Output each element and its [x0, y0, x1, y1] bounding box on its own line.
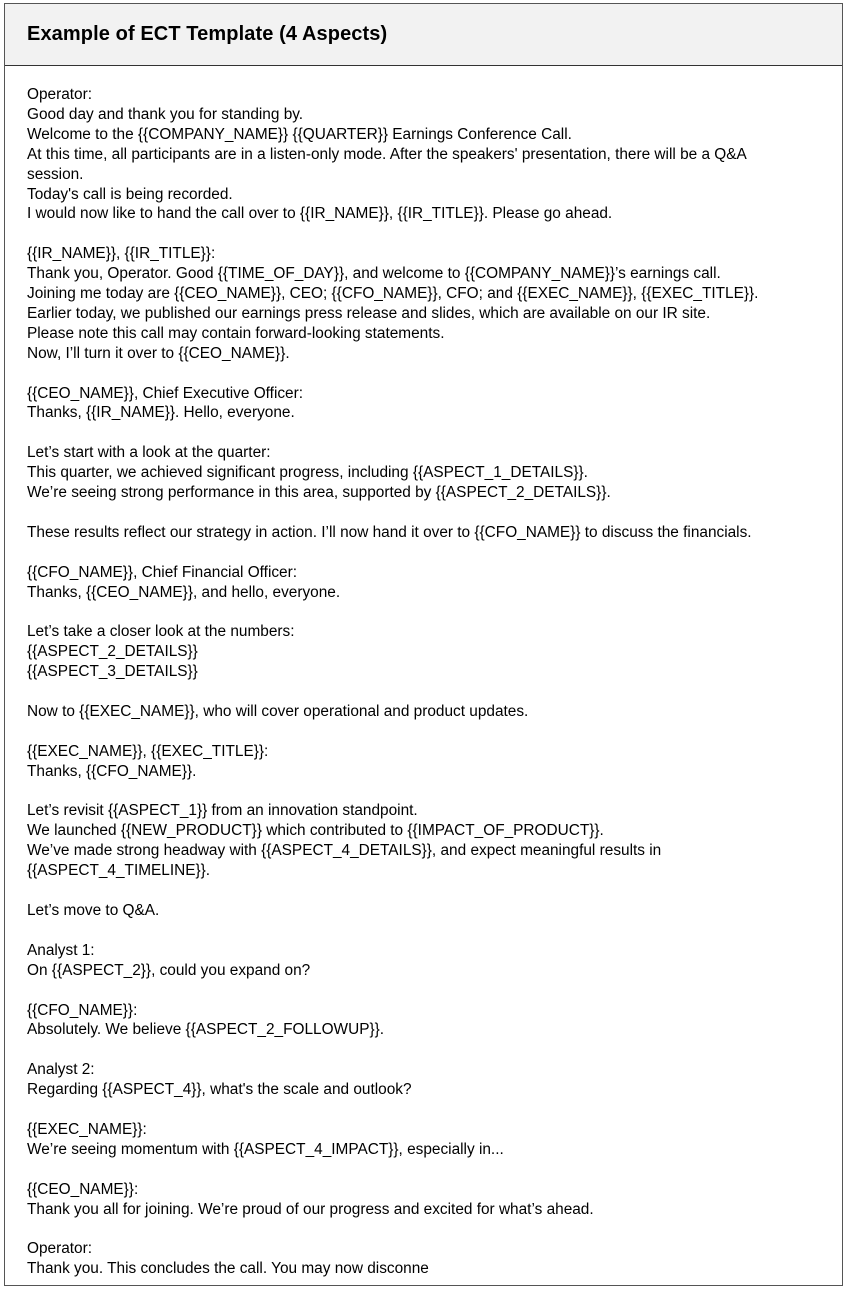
- transcript-line: Thanks, {{IR_NAME}}. Hello, everyone.: [27, 404, 295, 422]
- transcript-line: Now to {{EXEC_NAME}}, who will cover operational and product updates.: [27, 702, 529, 720]
- transcript-line: This quarter, we achieved significant progress, including {{ASPECT_1_DETAILS}}.: [27, 464, 588, 482]
- transcript-line: {{CFO_NAME}}, Chief Financial Officer:: [27, 563, 298, 581]
- paragraph-gap: [27, 602, 820, 622]
- paragraph-gap: [27, 503, 820, 523]
- transcript-line: {{EXEC_NAME}}:: [27, 1120, 147, 1138]
- transcript-line: Good day and thank you for standing by.: [27, 105, 304, 123]
- transcript-body: [5, 66, 842, 1279]
- transcript-line: Thanks, {{CFO_NAME}}.: [27, 762, 197, 780]
- transcript-line: Joining me today are {{CEO_NAME}}, CEO; {{CFO_NAME}}, CFO; and {{EXEC_NAME}}, {{EXEC_TITLE}}.: [27, 285, 759, 303]
- transcript-line: Thank you all for joining. We’re proud of our progress and excited for what’s ahead.: [27, 1200, 594, 1218]
- paragraph-gap: [27, 682, 820, 702]
- transcript-line: Operator:: [27, 1240, 93, 1258]
- transcript-line: {{ASPECT_3_DETAILS}}: [27, 663, 198, 681]
- transcript-line: We launched {{NEW_PRODUCT}} which contributed to {{IMPACT_OF_PRODUCT}}.: [27, 822, 604, 840]
- transcript-line: {{ASPECT_4_TIMELINE}}.: [27, 862, 211, 880]
- transcript-line: Earlier today, we published our earnings press release and slides, which are available on our IR site.: [27, 304, 711, 322]
- transcript-line: Thank you, Operator. Good {{TIME_OF_DAY}}, and welcome to {{COMPANY_NAME}}’s earnings call.: [27, 265, 721, 283]
- paragraph-gap: [27, 364, 820, 384]
- transcript-line: {{EXEC_NAME}}, {{EXEC_TITLE}}:: [27, 742, 269, 760]
- transcript-line: Absolutely. We believe {{ASPECT_2_FOLLOWUP}}.: [27, 1021, 385, 1039]
- transcript-line: Welcome to the {{COMPANY_NAME}} {{QUARTER}} Earnings Conference Call.: [27, 125, 572, 143]
- transcript-line: These results reflect our strategy in action. I’ll now hand it over to {{CFO_NAME}} to discuss the financials.: [27, 523, 752, 541]
- transcript-line: Let’s move to Q&A.: [27, 902, 160, 919]
- transcript-line: Now, I’ll turn it over to {{CEO_NAME}}.: [27, 344, 290, 362]
- paragraph-gap: [27, 782, 820, 802]
- template-card: [4, 3, 843, 1286]
- transcript-line: I would now like to hand the call over to {{IR_NAME}}, {{IR_TITLE}}. Please go ahead.: [27, 205, 613, 223]
- transcript-line: Please note this call may contain forward-looking statements.: [27, 324, 445, 342]
- transcript-line: Thank you. This concludes the call. You may now disconne: [27, 1260, 429, 1278]
- transcript-line: We’re seeing momentum with {{ASPECT_4_IMPACT}}, especially in...: [27, 1140, 504, 1158]
- transcript-line: We’ve made strong headway with {{ASPECT_4_DETAILS}}, and expect meaningful results in: [27, 842, 662, 860]
- transcript-line: We’re seeing strong performance in this area, supported by {{ASPECT_2_DETAILS}}.: [27, 484, 611, 502]
- transcript-line: At this time, all participants are in a listen-only mode. After the speakers' presentation, there will be a Q&A: [27, 145, 747, 163]
- transcript-line: Thanks, {{CEO_NAME}}, and hello, everyone.: [27, 583, 341, 601]
- transcript-line: Let’s take a closer look at the numbers:: [27, 623, 295, 641]
- paragraph-gap: [27, 1219, 820, 1239]
- transcript-line: {{CFO_NAME}}:: [27, 1001, 138, 1019]
- transcript-line: Today's call is being recorded.: [27, 185, 233, 203]
- paragraph-gap: [27, 722, 820, 742]
- transcript-line: Let’s revisit {{ASPECT_1}} from an innovation standpoint.: [27, 802, 418, 820]
- paragraph-gap: [27, 981, 820, 1001]
- paragraph-gap: [27, 1100, 820, 1120]
- paragraph-gap: [27, 921, 820, 941]
- paragraph-gap: [27, 224, 820, 244]
- transcript-line: Let’s start with a look at the quarter:: [27, 444, 271, 462]
- paragraph-gap: [27, 1040, 820, 1060]
- paragraph-gap: [27, 423, 820, 443]
- paragraph-gap: [27, 881, 820, 901]
- transcript-line: Regarding {{ASPECT_4}}, what's the scale and outlook?: [27, 1081, 412, 1099]
- transcript-line: On {{ASPECT_2}}, could you expand on?: [27, 961, 311, 979]
- transcript-line: {{IR_NAME}}, {{IR_TITLE}}:: [27, 245, 216, 263]
- paragraph-gap: [27, 1160, 820, 1180]
- transcript-line: Analyst 2:: [27, 1061, 95, 1079]
- transcript-line: session.: [27, 165, 84, 183]
- transcript-line: Analyst 1:: [27, 941, 95, 959]
- card-header: [5, 4, 842, 66]
- transcript-line: {{CEO_NAME}}, Chief Executive Officer:: [27, 384, 304, 402]
- page-title: Example of ECT Template (4 Aspects): [27, 23, 388, 45]
- transcript-line: {{CEO_NAME}}:: [27, 1180, 139, 1198]
- paragraph-gap: [27, 543, 820, 563]
- transcript-line: Operator:: [27, 86, 93, 103]
- transcript-line: {{ASPECT_2_DETAILS}}: [27, 643, 198, 661]
